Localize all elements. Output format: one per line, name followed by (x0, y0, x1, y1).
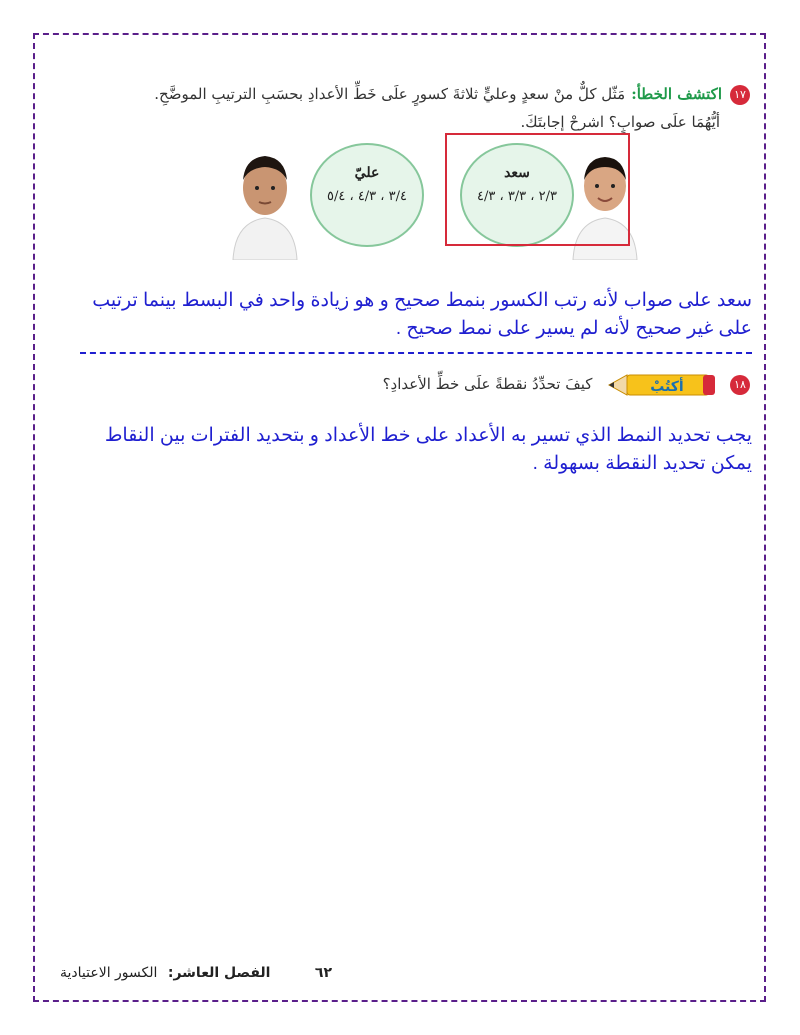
page-number: ٦٢ (314, 965, 332, 981)
question-18-text: كيفَ تحدِّدُ نقطةً علَى خطِّ الأعدادِ؟ (382, 375, 593, 393)
saad-name: سعد (504, 165, 530, 181)
question-number-badge: ١٨ (730, 375, 750, 395)
question-17-text: مَثّل كلٌّ منْ سعدٍ وعليٍّ ثلاثةَ كسورٍ علَى خَطِّ الأعدادِ بحسَبِ الترتيبِ الموضَّحِ. (154, 85, 626, 103)
answer-18: يجب تحديد النمط الذي تسير به الأعداد على خط الأعداد و بتحديد الفترات بين النقاط يمكن تحديد النقطة بسهولة . (104, 425, 752, 474)
highlight-box (445, 133, 630, 246)
question-18-line (383, 372, 750, 398)
chapter-label: الفصل العاشر: (167, 965, 271, 981)
question-17-line-2: أيُّهُمَا علَى صوابٍ؟ اشرحْ إجابتَكَ. (520, 113, 720, 131)
pencil-icon (607, 372, 717, 398)
ali-speech-bubble (310, 143, 424, 247)
ali-name: عليّ (354, 165, 380, 181)
footer-row (60, 965, 332, 981)
saad-fractions: ٢/٣ ، ٣/٣ ، ٤/٣ (476, 189, 557, 204)
boy-ali-image (225, 140, 305, 260)
section-divider (80, 352, 752, 354)
question-number-badge: ١٧ (730, 85, 750, 105)
answer-17: سعد على صواب لأنه رتب الكسور بنمط صحيح و هو زيادة واحد في البسط بينما ترتيب على غير صحيح لأنه لم يسير على نمط صحيح . (92, 290, 752, 339)
pencil-label: أكتُبْ (650, 379, 684, 395)
ali-fractions: ٣/٤ ، ٤/٣ ، ٥/٤ (326, 189, 407, 204)
question-17-line-1 (154, 85, 750, 105)
chapter-title-text: الكسور الاعتيادية (60, 965, 158, 981)
find-error-keyword: اكتشف الخطأ: (631, 85, 722, 103)
